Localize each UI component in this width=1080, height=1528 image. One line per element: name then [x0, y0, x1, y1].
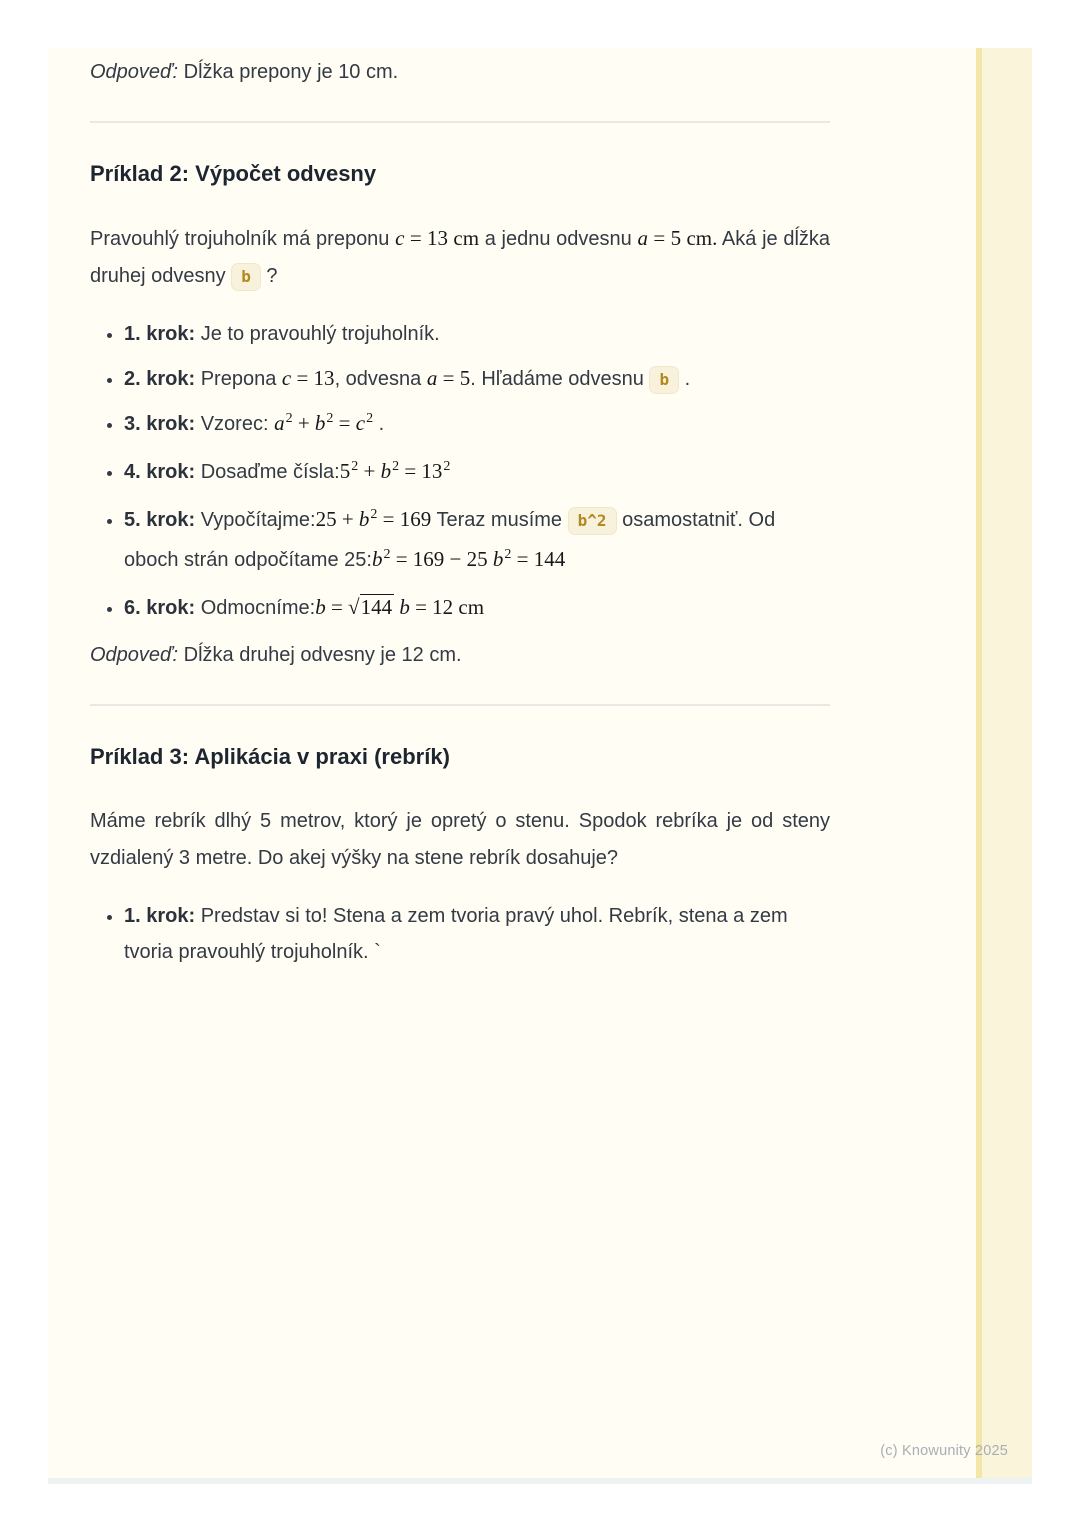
problem-statement [90, 220, 830, 295]
section-divider [90, 121, 830, 123]
solution-step [124, 589, 830, 626]
text-run: Dosaďme čísla: [195, 461, 340, 483]
sqrt-expression: √144 [348, 595, 393, 619]
step-label: 1. krok: [124, 323, 196, 345]
answer-text [90, 643, 830, 667]
math-expression: a = 5 [426, 366, 471, 390]
text-run: Predstav si to! Stena a zem tvoria pravý uhol. Rebrík, stena a zem tvoria pravouhlý trojuholník. ` [124, 905, 788, 963]
text-run: Vypočítajme: [195, 509, 316, 531]
inline-code-badge: b^2 [568, 507, 617, 535]
step-label: 6. krok: [124, 597, 196, 619]
problem-statement [90, 803, 830, 877]
step-label: 2. krok: [124, 368, 196, 390]
math-expression: a = 5 cm. [637, 226, 718, 250]
math-expression: $a^2 + b^2 = c^2$ [274, 411, 374, 435]
inline-code-badge: b [649, 366, 679, 394]
step-label: 4. krok: [124, 461, 196, 483]
math-expression: c = 13 [281, 366, 335, 390]
document-content [90, 48, 830, 978]
document-page [48, 48, 1032, 1478]
section-heading: Príklad 2: Výpočet odvesny [90, 161, 377, 186]
solution-step [124, 501, 830, 581]
answer-text [90, 60, 830, 84]
solution-steps [90, 898, 830, 970]
math-expression: b = √144 b = 12 cm [315, 595, 485, 619]
text-run: Vzorec: [195, 413, 275, 435]
text-run: Pravouhlý trojuholník má preponu [90, 228, 396, 250]
step-label: 1. krok: [124, 905, 196, 927]
section-heading: Príklad 3: Aplikácia v praxi (rebrík) [90, 744, 450, 769]
math-expression: $5^2 + b^2 = 13^2$ [339, 459, 451, 483]
page-bottom-shadow [48, 1478, 1032, 1484]
section-divider [90, 704, 830, 706]
solution-step [124, 360, 830, 397]
solution-step [124, 898, 830, 970]
text-run: Odmocníme: [195, 597, 316, 619]
solution-step [124, 453, 830, 493]
text-run: Máme rebrík dlhý 5 metrov, ktorý je opretý o stenu. Spodok rebríka je od steny vzdialený 3 metre. Do akej výšky na stene rebrík dosahuje? [90, 810, 830, 869]
solution-step [124, 316, 830, 352]
text-run: Dĺžka prepony je 10 cm. [178, 61, 399, 83]
math-expression: $25 + b^2 = 169$ [315, 507, 432, 531]
answer-label: Odpoveď: [90, 61, 179, 83]
text-run: ? [260, 265, 278, 287]
text-run: a jednu odvesnu [479, 228, 638, 250]
solution-step [124, 405, 830, 445]
text-run: Teraz musíme [431, 509, 568, 531]
text-run: , odvesna [334, 368, 427, 390]
page-edge-highlight [976, 48, 1032, 1478]
text-run: Dĺžka druhej odvesny je 12 cm. [178, 644, 462, 666]
text-run: . Hľadáme odvesnu [470, 368, 650, 390]
text-run: . [373, 413, 385, 435]
text-run: osamostatniť. Od oboch strán odpočítame 25: [124, 509, 776, 571]
copyright-notice: (c) Knowunity 2025 [880, 1443, 1008, 1459]
inline-code-badge: b [231, 263, 261, 291]
math-expression: c = 13 cm [395, 226, 480, 250]
text-run: Aká je dĺžka druhej odvesny [90, 228, 831, 287]
text-run: . [679, 368, 691, 390]
answer-label: Odpoveď: [90, 644, 179, 666]
text-run: Prepona [195, 368, 282, 390]
text-run: Je to pravouhlý trojuholník. [195, 323, 440, 345]
math-expression: $b^2 = 169 - 25$ $b^2 = 144$ [371, 547, 566, 571]
solution-steps [90, 316, 830, 626]
step-label: 3. krok: [124, 413, 196, 435]
step-label: 5. krok: [124, 509, 196, 531]
